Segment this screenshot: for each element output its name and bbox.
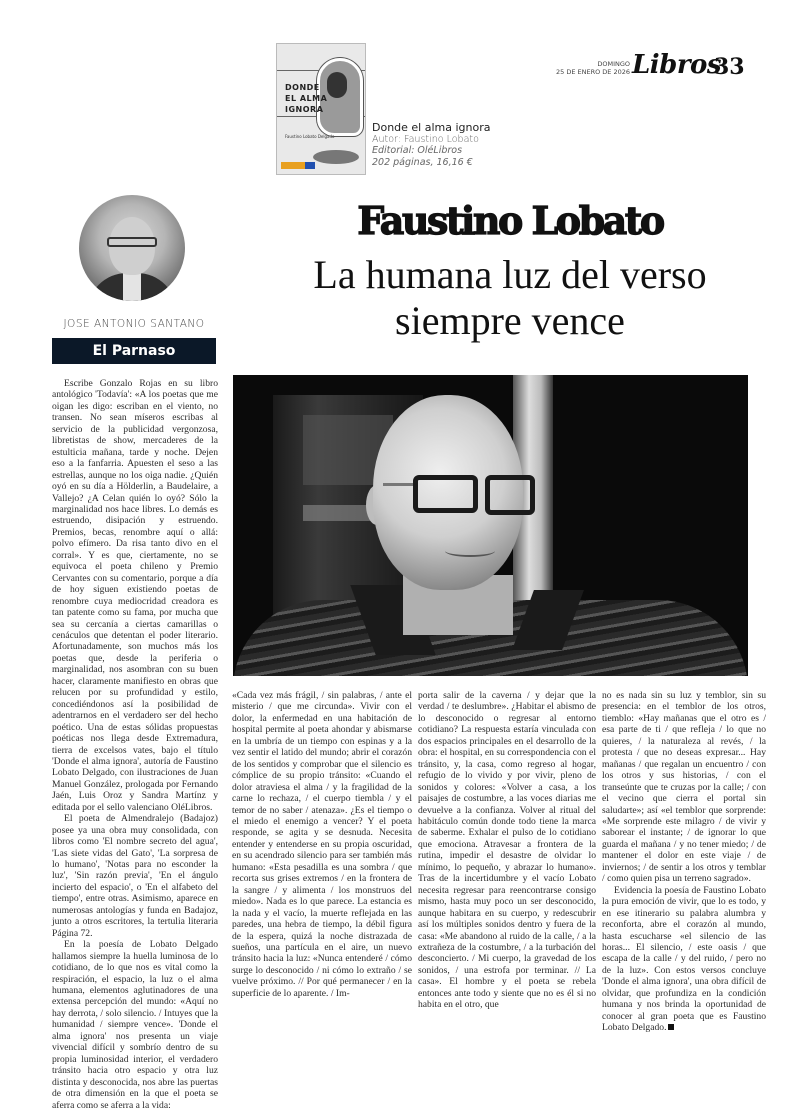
article-paragraph-final: [602, 885, 766, 1034]
headline-subtitle-line: siempre vence: [395, 298, 625, 343]
article-final-text: Evidencia la poesía de Faustino Lobato la pura emoción de vivir, que lo es todo, y en ese itinerario su palabra alumbra y reconforta, abre el corazón al mundo, hasta escucharse «el silencio de las horas... El silencio, / este oasis / que escapa de la calle / y del ruido, / pero no de la luz». Con estos versos concluye 'Donde el alma ignora', una obra difícil de olvidar, que profundiza en la condición humana y nos brinda la oportunidad de conocer al gran poeta que es Faustino Lobato Delgado.: [602, 884, 766, 1034]
cover-title-line: IGNORA: [285, 105, 324, 114]
avatar-shirt: [123, 273, 141, 301]
article-paragraph: porta salir de la caverna / y dejar que la verdad / te deslumbre». ¿Habitar el abismo de lo desconocido o regresar al entorno cotidiano? La respuesta estaría vinculada con dos espacios principales en el desarrollo de la obra: el hospital, en su correspondencia con el tránsito, y, la casa, como regreso al hogar, refugio de lo vivido y por vivir, pleno de sonidos y colores: «Volver a casa, a los paisajes de costumbre, a las voces diarias me devuelve a la confianza. Volver al ritual del habitáculo común donde todo tiene la marca de saberme. Exhalar el pulso de lo cotidiano que emociona. Atravesar a frontera de la rutina, impedir el desastre de olvidar lo mínimo, lo pequeño, y abrazar lo humano». Tras de la incertidumbre y el vacío Lobato necesita regresar para reencontrarse consigo mismo, hasta muy poco un ser desconocido, aunque habitara en su cuerpo, y redescubrir así los múltiples sonidos dentro y fuera de la casa: «Me abandono al ruido de la calle, / a la extrañeza de la costumbre, / a la turbación del desconcierto. / Mi cuerpo, la gravedad de los sonidos, / una estrofa por terminar. // La casa». El hombre y el poeta se rebela entonces ante todo y siente que no es él si no habita en el otro, que: [418, 690, 596, 1011]
columnist-name: JOSE ANTONIO SANTANO: [63, 318, 205, 330]
cover-title-line: EL ALMA: [285, 94, 328, 103]
book-pages-price: 202 páginas, 16,16 €: [372, 156, 473, 168]
publisher-logo-accent: [305, 162, 315, 169]
issue-date: [556, 60, 630, 76]
cover-base-illustration: [313, 150, 359, 164]
photo-smile: [445, 545, 495, 557]
article-paragraph: «Cada vez más frágil, / sin palabras, / ante el misterio / que me circunda». Vivir con el dolor, la enfermedad en una habitación de hospital permite al poeta ahondar y abismarse en la umbría de un tiempo con espinas y a la vez sentir el latido del mundo; abrir el corazón de los sentidos y comprobar que el silencio es cómplice de su propio tránsito: «Cuando el dolor atraviesa el alma / y la fragilidad de la carne lo rechaza, / el cuerpo tiembla / y el temor de no saber / atenaza». ¿Es el tiempo o el miedo el enemigo a vencer? Y el poeta responde, se agita y se desnuda. Necesita entender y entenderse en su propia oscuridad, en su acendrado silencio para ser también más humano: «Esta pesadilla es una sombra / que recorta sus grises extremos / en la frontera de la sangre / y alimenta / los monstruos del miedo». Nada es lo que parece. La estancia es la nada y el vacío, la muerte reflejada en las paredes, una hebra de tiempo, la débil figura de la espera, quizá la noche distrazada de sueños, una partícula en el aire, un nuevo tránsito hacia la luz: «Nunca entenderé / cómo surge lo desconocido / ni cómo lo extraño / se vuelve próximo. // Por qué permanecer / en la superficie de lo aparente. / Im-: [232, 690, 412, 999]
article-column-2: [232, 690, 412, 999]
book-title: Donde el alma ignora: [372, 121, 491, 134]
main-photo: [233, 375, 748, 676]
issue-full-date: 25 DE ENERO DE 2026: [556, 68, 631, 76]
article-column-1: [52, 378, 218, 1111]
book-cover-image: [276, 43, 366, 175]
cover-title-line: DONDE: [285, 83, 320, 92]
page-number: 33: [714, 54, 745, 80]
photo-glasses-lens: [413, 475, 478, 513]
end-of-article-icon: [668, 1024, 674, 1030]
photo-glasses-arm: [383, 483, 413, 486]
column-name-badge: El Parnaso: [52, 338, 216, 364]
headline-subtitle-line: La humana luz del verso: [313, 252, 707, 297]
article-column-3: [418, 690, 596, 1011]
columnist-avatar: [79, 195, 185, 301]
publisher-logo: [281, 162, 305, 169]
article-column-4: [602, 690, 766, 1034]
book-author: Autor: Faustino Lobato: [372, 133, 479, 145]
article-paragraph: no es nada sin su luz y temblor, sin su presencia: en el temblor de los otros, tiemblo: «Hay mañanas que el otro es / esa parte de ti / que refleja / lo que no quieres, / la naturaleza al revés, / la protesta / que no deseas expresar... Hay mañanas / que regalan un encuentro / con los otros y sus historias, / con el transeúnte que te cruzas por la calle; / con el vecino que cierra el portal sin saludarte»; así «el temblor que sorprende: «Me sorprende este milagro / de vivir y saborear el instante; / de ignorar lo que guarda el mañana / y no tener miedo; / de mantener el dolor en este viaje / de inviernos; / de sentir a los otros y temblar / como quien pisa un terreno sagrado».: [602, 690, 766, 885]
article-paragraph: El poeta de Almendralejo (Badajoz) posee ya una obra muy consolidada, con libros como 'El nombre secreto del agua', 'Las siete vidas del Gato', 'La sorpresa de lo humano', 'Notas para no esconder la luz', 'Sin razón previa', 'En el ángulo incierto del espacio', o 'En el alfabeto del tiempo', entre otras. Asimismo, aparece en numerosas antologías y funda en Badajoz, junto a otros escritores, la tertulia literaria Página 72.: [52, 813, 218, 939]
cover-author: Faustino Lobato Delgado: [285, 134, 335, 139]
photo-glasses-lens: [485, 475, 535, 515]
headline-subtitle: [250, 252, 770, 344]
book-publisher: Editorial: OléLibros: [372, 145, 463, 156]
cover-ear-inner: [327, 72, 347, 98]
cover-title: [285, 82, 327, 115]
article-paragraph: Escribe Gonzalo Rojas en su libro antológico 'Todavía': «A los poetas que me oigan les digo: escriban en el viento, no transen. No sean míseros escribas al servicio de la publicidad vergonzosa, libretistas de show, mercaderes de la estulticia mañana, tarde y noche. Dejen eso a la fanfarria. Apuesten el seso a las estrellas, aunque no los oiga nadie. ¿Quién oyó en su día a Hölderlin, a Baudelaire, a Vallejo? ¿A Celan quién lo oyó? Sólo la marginalidad nos hace libres. Lo demás es estruendo, disipación y estruendo. Premios, becas, renombre aquí o allá: polvo efímero. Da risa tanto divo en el corral». Y es que, ciertamente, no se equivoca el poeta chileno y Premio Cervantes con su comentario, porque a día de hoy siguen existiendo poetas de renombre cuya mediocridad creadora es tan patente como su fama, por mucha que sea su cercanía a ciertas camarillas o cenáculos que detentan el poder literario. Afortunadamente, son muchos más los poetas que, desde la periferia o marginalidad, nos asombran con su buen hacer, claramente manifiesto en obras que relucen por su profundidad y estilo, concediéndonos así la posibilidad de adentrarnos en el verdadero ser del hecho poético. Una de estas sólidas propuestas poéticas nos llega desde Extremadura, tierra de excelsos vates, bajo el título 'Donde el alma ignora', autoría de Faustino Lobato Delgado, con ilustraciones de Juan Manuel González, prologada por Fernando Jaén, Luis Oroz y Sandra Martínz y editada por el sello valenciano OléLibros.: [52, 378, 218, 813]
headline-title: Faustino Lobato: [357, 198, 663, 243]
article-paragraph: En la poesía de Lobato Delgado hallamos siempre la huella luminosa de lo cotidiano, de lo que nos es vital como la respiración, el espacio, la luz o el alma humana, elementos aglutinadores de una extensa percepción del mundo: «Aquí no hay derrota, / solo silencio. / Intuyes que la humanidad / siempre vence». 'Donde el alma ignora' nos presenta un viaje vivencial difícil y sombrío dentro de su propia luminosidad interior, el verdadero tránsito hacia otro espacio y otra luz distinta y desconocida, nos abre las puertas de otra dimensión en la que el poeta se aferra como se aferra a la vida:: [52, 939, 218, 1111]
issue-day: DOMINGO: [597, 60, 631, 68]
book-info: [372, 122, 491, 168]
avatar-glasses: [107, 237, 157, 247]
section-title: Libros: [632, 50, 722, 80]
